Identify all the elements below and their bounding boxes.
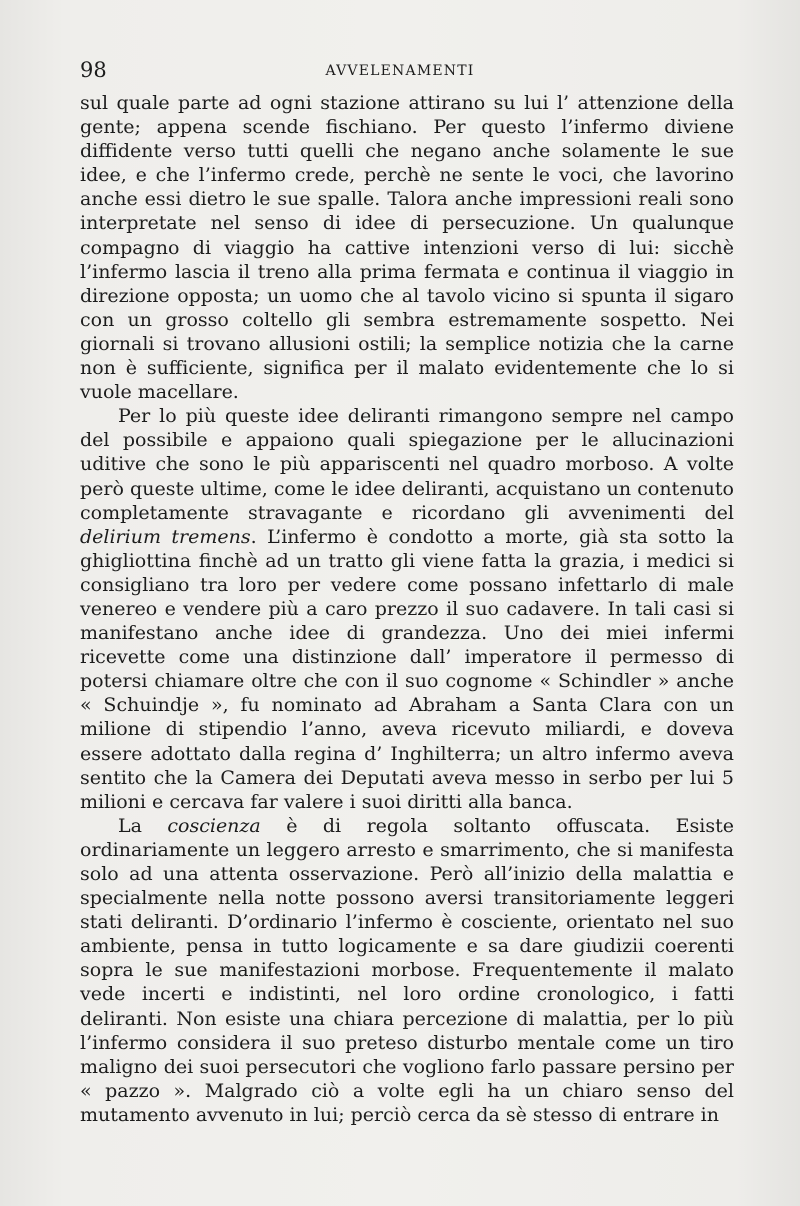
text-segment: Per lo più queste idee deliranti rimangono sempre nel campo del possibile e appaiono quali spiegazione per le allucinazioni uditive che sono le più appariscenti nel quadro morboso. A volte però queste ultime, come le idee deliranti, acquistano un contenuto completamente stravagante e ricordano gli avvenimenti del — [80, 405, 734, 524]
italic-term-delirium-tremens: delirium tremens — [80, 525, 251, 548]
paragraph-delusions — [80, 404, 734, 814]
text-segment: . L’infermo è condotto a morte, già sta sotto la ghigliottina finchè ad un tratto gli viene fatta la grazia, i medici si consigliano tra loro per vedere come possano infettarlo di male venereo e vendere più a caro prezzo il suo cadavere. In tali casi si manifestano anche idee di grandezza. Uno dei miei infermi ricevette come una distinzione dall’ imperatore il permesso di potersi chiamare oltre che con il suo cognome « Schindler » anche « Schuindje », fu nominato ad Abraham a Santa Clara con un milione di stipendio l’anno, aveva ricevuto miliardi, e doveva essere adottato dalla regina d’ Inghilterra; un altro infermo aveva sentito che la Camera dei Deputati aveva messo in serbo per lui 5 milioni e cercava far valere i suoi diritti alla banca. — [80, 525, 734, 813]
paragraph-coscienza — [80, 814, 734, 1127]
text-segment: è di regola soltanto offuscata. Esiste ordinariamente un leggero arresto e smarrimento, che si manifesta solo ad una attenta osservazione. Però all’inizio della malattia e specialmente nella notte possono aversi transitoriamente leggeri stati deliranti. D’ordinario l’infermo è cosciente, orientato nel suo ambiente, pensa in tutto logicamente e sa dare giudizii coerenti sopra le sue manifestazioni morbose. Frequentemente il malato vede incerti e indistinti, nel loro ordine cronologico, i fatti deliranti. Non esiste una chiara percezione di malattia, per lo più l’infermo considera il suo preteso disturbo mentale come un tiro maligno dei suoi persecutori che vogliono farlo passare persino per « pazzo ». Malgrado ciò a volte egli ha un chiaro senso del mutamento avvenuto in lui; perciò cerca da sè stesso di entrare in — [80, 814, 734, 1126]
page-number: 98 — [80, 58, 107, 82]
text-segment: sul quale parte ad ogni stazione attirano su lui l’ attenzione della gente; appena scende fischiano. Per questo l’infermo diviene diffidente verso tutti quelli che negano anche solamente le sue idee, e che l’infermo crede, perchè ne sente le voci, che lavorino anche essi dietro le sue spalle. Talora anche impressioni reali sono interpretate nel senso di idee di persecuzione. Un qualunque compagno di viaggio ha cattive intenzioni verso di lui: sicchè l’infermo lascia il treno alla prima fermata e continua il viaggio in direzione opposta; un uomo che al tavolo vicino si spunta il sigaro con un grosso coltello gli sembra estremamente sospetto. Nei giornali si trovano allusioni ostili; la semplice notizia che la carne non è sufficiente, significa per il malato evidentemente che lo si vuole macellare. — [80, 92, 734, 404]
text-segment: La — [118, 814, 168, 837]
italic-term-coscienza: coscienza — [167, 814, 261, 837]
running-head-title: AVVELENAMENTI — [325, 63, 475, 79]
paragraph-continuation — [80, 91, 734, 404]
body-text — [80, 91, 734, 1127]
